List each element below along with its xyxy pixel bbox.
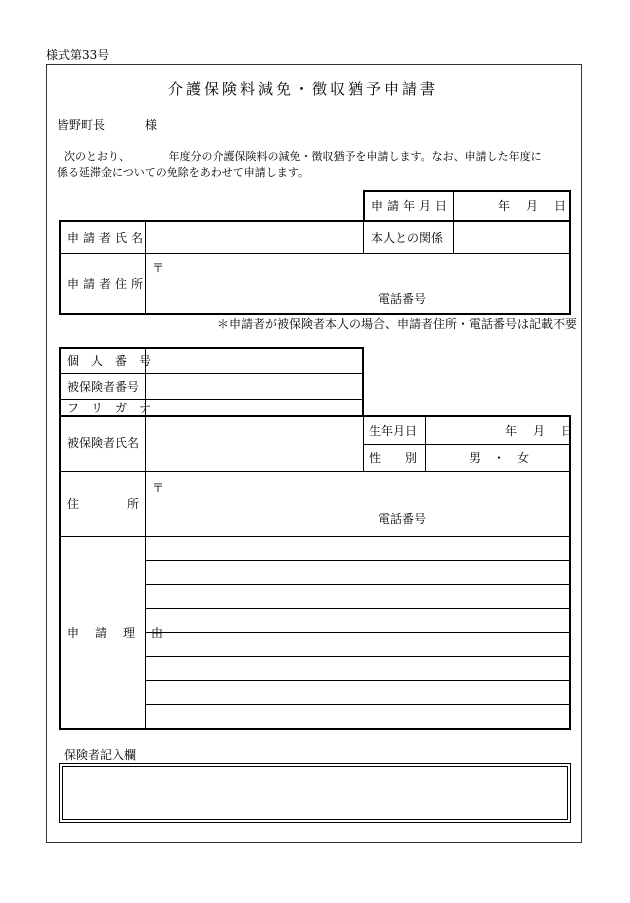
intro-line-2: 係る延滞金についての免除をあわせて申請します。 — [57, 166, 309, 179]
applicant-name-label: 申請者氏名 — [67, 231, 148, 245]
birth-date-label: 生年月日 — [369, 424, 418, 438]
reason-field[interactable] — [148, 539, 568, 727]
insurer-box-inner — [62, 766, 568, 820]
reason-label: 申 請 理 由 — [67, 626, 166, 640]
applicant-address-field[interactable] — [148, 256, 568, 312]
sex-label: 性 別 — [369, 451, 418, 465]
personal-number-field[interactable] — [148, 350, 360, 371]
personal-number-label: 個 人 番 号 — [67, 354, 152, 368]
applicant-note: ＊申請者が被保険者本人の場合、申請者住所・電話番号は記載不要 — [217, 317, 578, 331]
application-date-value[interactable]: 年 月 日 — [498, 199, 569, 213]
intro-line-1: 次のとおり、 年度分の介護保険料の減免・徴収猶予を申請します。なお、申請した年度に — [64, 150, 542, 163]
furigana-label: フ リ ガ ナ — [67, 401, 152, 415]
insurer-section-label: 保険者記入欄 — [64, 748, 137, 762]
insured-postal-mark: 〒 — [152, 481, 165, 495]
applicant-phone-label: 電話番号 — [378, 292, 427, 306]
birth-date-value[interactable]: 年 月 日 — [505, 424, 576, 438]
furigana-field[interactable] — [148, 401, 360, 415]
relation-label: 本人との関係 — [371, 231, 444, 245]
applicant-postal-mark: 〒 — [152, 261, 165, 275]
honorific: 様 — [145, 118, 158, 132]
insured-address-label: 住 所 — [67, 497, 140, 511]
insured-name-field[interactable] — [148, 418, 360, 468]
form-title: 介護保険料減免・徴収猶予申請書 — [168, 80, 439, 98]
application-date-label: 申請年月日 — [371, 199, 452, 213]
insured-number-field[interactable] — [148, 376, 360, 397]
insured-address-field[interactable] — [148, 474, 568, 533]
relation-field[interactable] — [456, 223, 568, 251]
addressee: 皆野町長 — [57, 118, 106, 132]
insured-number-label: 被保険者番号 — [67, 380, 140, 394]
insured-phone-label: 電話番号 — [378, 512, 427, 526]
applicant-address-label: 申請者住所 — [67, 277, 148, 291]
applicant-name-field[interactable] — [148, 223, 360, 251]
sex-value[interactable]: 男 ・ 女 — [469, 451, 530, 465]
form-number: 様式第33号 — [46, 48, 110, 62]
insured-name-label: 被保険者氏名 — [67, 436, 140, 450]
